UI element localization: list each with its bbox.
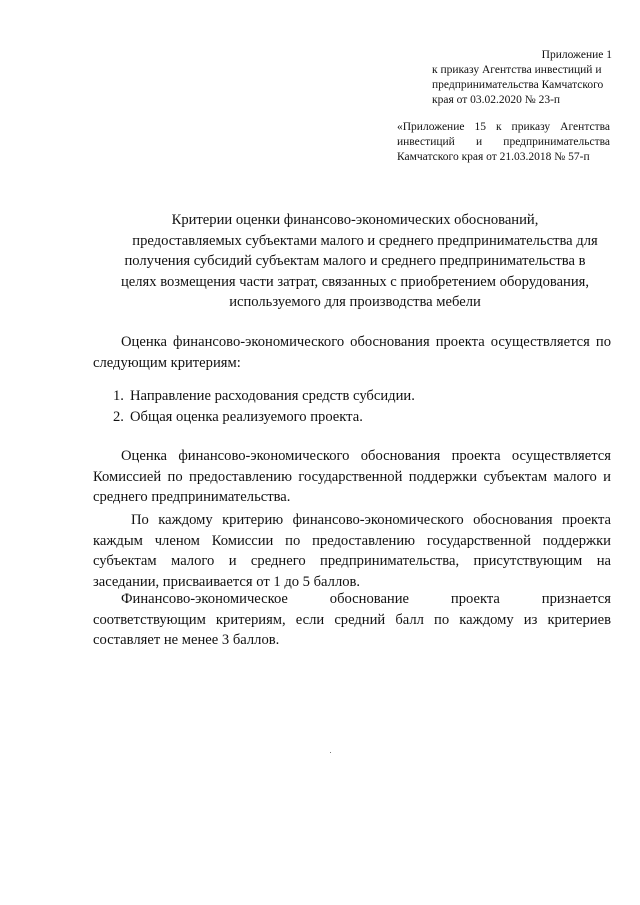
list-item (113, 386, 593, 407)
criteria-list (113, 386, 593, 427)
list-item-number: 1. (113, 388, 124, 404)
annex-1-header (432, 48, 612, 108)
list-item-text: Направление расходования средств субсидии. (130, 388, 415, 404)
scan-speck (330, 752, 331, 753)
title-line: Критерии оценки финансово-экономических обоснований, (171, 212, 539, 228)
list-item-number: 2. (113, 408, 124, 425)
title-line: получения субсидий субъектам малого и среднего предпринимательства в (124, 253, 586, 269)
list-item-text: Общая оценка реализуемого проекта. (130, 408, 363, 425)
list-item (113, 407, 593, 428)
document-title (95, 210, 615, 313)
title-line: используемого для производства мебели (229, 294, 481, 310)
annex-1-title: Приложение 1 (541, 49, 612, 61)
intro-paragraph: Оценка финансово-экономического обоснования проекта осуществляется по следующим критериям: (93, 334, 611, 371)
title-line: целях возмещения части затрат, связанных с приобретением оборудования, (120, 273, 590, 290)
scoring-paragraph: По каждому критерию финансово-экономического обоснования проекта каждым членом Комиссии по предоставлению государственной поддержки субъектам малого и среднего предпринимательства, присутствующим на заседании, присваивается от 1 до 5 баллов. (93, 512, 611, 590)
threshold-paragraph: Финансово-экономическое обоснование проекта признается соответствующим критериям, если средний балл по каждому из критериев составляет не менее 3 баллов. (93, 591, 611, 648)
title-line: предоставляемых субъектами малого и среднего предпринимательства для (132, 232, 598, 249)
annex-15-header: «Приложение 15 к приказу Агентства инвестиций и предпринимательства Камчатского края от 21.03.2018 № 57-п (397, 121, 610, 163)
annex-1-reference: к приказу Агентства инвестиций и предпринимательства Камчатского края от 03.02.2020 № 23-п (432, 64, 604, 106)
commission-paragraph: Оценка финансово-экономического обоснования проекта осуществляется Комиссией по предоставлению государственной поддержки субъектам малого и среднего предпринимательства. (93, 448, 611, 505)
